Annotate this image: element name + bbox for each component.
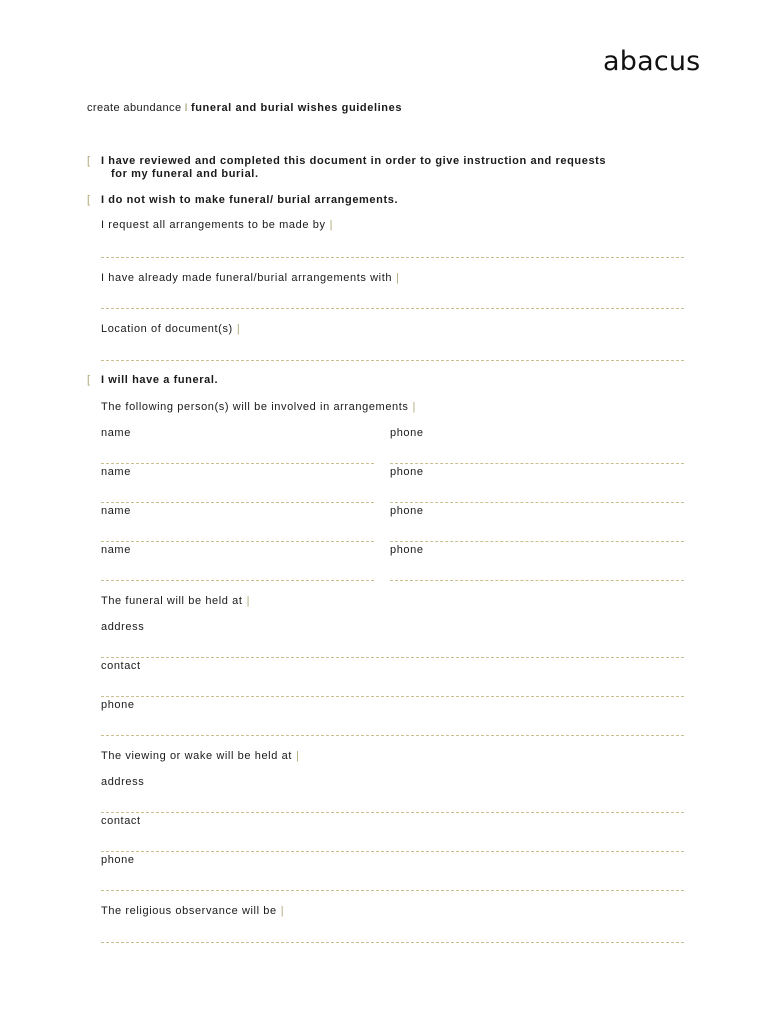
persons-intro-label: The following person(s) will be involved in arrangements |: [101, 401, 416, 413]
already-made-label: I have already made funeral/burial arrangements with |: [101, 272, 400, 284]
option-have-funeral: I will have a funeral.: [101, 374, 219, 386]
funeral-address-field[interactable]: [101, 657, 684, 658]
person-name-field[interactable]: [101, 502, 374, 503]
viewing-phone-field[interactable]: [101, 890, 684, 891]
person-phone-field[interactable]: [390, 502, 684, 503]
person-phone-label: phone: [390, 466, 424, 478]
person-name-field[interactable]: [101, 541, 374, 542]
location-field[interactable]: [101, 360, 684, 361]
funeral-address-label: address: [101, 621, 145, 633]
viewing-contact-field[interactable]: [101, 851, 684, 852]
person-name-label: name: [101, 505, 131, 517]
person-phone-label: phone: [390, 544, 424, 556]
religious-label: The religious observance will be |: [101, 905, 285, 917]
checkbox-no-arrangements[interactable]: [: [87, 194, 91, 206]
person-phone-label: phone: [390, 505, 424, 517]
religious-field[interactable]: [101, 942, 684, 943]
funeral-phone-field[interactable]: [101, 735, 684, 736]
location-label: Location of document(s) |: [101, 323, 241, 335]
request-by-label: I request all arrangements to be made by |: [101, 219, 334, 231]
viewing-contact-label: contact: [101, 815, 141, 827]
person-name-field[interactable]: [101, 463, 374, 464]
page-header: [87, 102, 402, 114]
person-name-label: name: [101, 466, 131, 478]
funeral-held-at-label: The funeral will be held at |: [101, 595, 251, 607]
person-name-label: name: [101, 427, 131, 439]
checkbox-have-funeral[interactable]: [: [87, 374, 91, 386]
abacus-logo: abacus: [603, 46, 701, 77]
option-reviewed-line2: for my funeral and burial.: [111, 168, 259, 180]
person-name-label: name: [101, 544, 131, 556]
header-title: funeral and burial wishes guidelines: [190, 102, 403, 114]
viewing-address-field[interactable]: [101, 812, 684, 813]
header-separator: I: [184, 102, 188, 114]
person-phone-field[interactable]: [390, 580, 684, 581]
already-made-field[interactable]: [101, 308, 684, 309]
person-phone-field[interactable]: [390, 463, 684, 464]
funeral-contact-label: contact: [101, 660, 141, 672]
request-by-field[interactable]: [101, 257, 684, 258]
header-prefix: create abundance: [87, 102, 182, 114]
viewing-label: The viewing or wake will be held at |: [101, 750, 300, 762]
funeral-contact-field[interactable]: [101, 696, 684, 697]
person-name-field[interactable]: [101, 580, 374, 581]
checkbox-reviewed[interactable]: [: [87, 155, 91, 167]
option-reviewed-line1: I have reviewed and completed this document in order to give instruction and requests: [101, 155, 607, 167]
funeral-phone-label: phone: [101, 699, 135, 711]
person-phone-label: phone: [390, 427, 424, 439]
viewing-address-label: address: [101, 776, 145, 788]
viewing-phone-label: phone: [101, 854, 135, 866]
option-no-arrangements: I do not wish to make funeral/ burial arrangements.: [101, 194, 399, 206]
person-phone-field[interactable]: [390, 541, 684, 542]
